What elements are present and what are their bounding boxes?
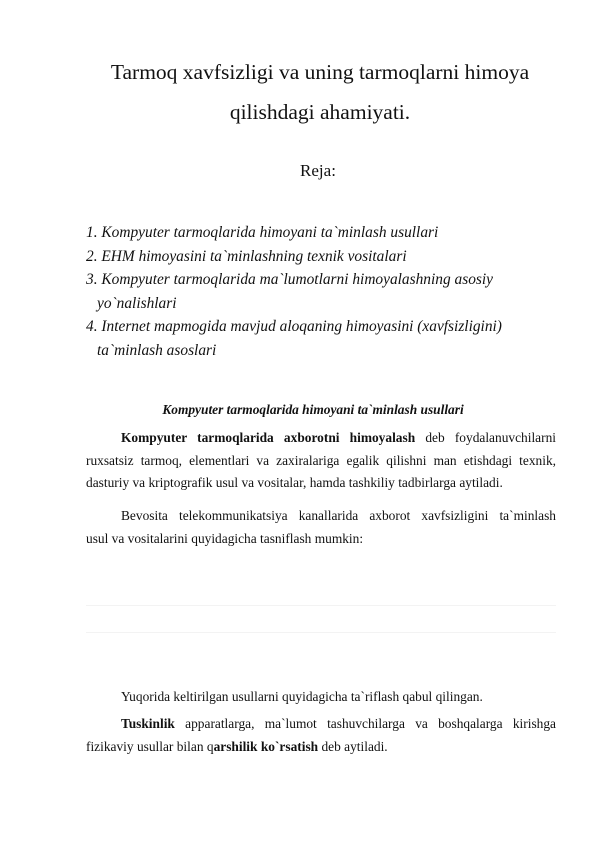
paragraph-line: ruxsatsiz tarmoq, elementlari va zaxiralariga egalik qilishni man etishdagi texnik,: [86, 452, 556, 468]
paragraph-line: usul va vositalarini quyidagicha tasniflash mumkin:: [86, 530, 364, 546]
section-heading: Kompyuter tarmoqlarida himoyani ta`minlash usullari: [162, 402, 464, 417]
title-line-2: qilishdagi ahamiyati.: [229, 100, 411, 124]
paragraph-line: [86, 713, 556, 736]
paragraph-text: Bevosita telekommunikatsiya kanallarida axborot xavfsizligini ta`minlash: [121, 508, 556, 523]
plan-item: [86, 245, 556, 269]
paragraph-summary: [86, 686, 556, 709]
title-line-1: Tarmoq xavfsizligi va uning tarmoqlarni himoya: [110, 60, 530, 84]
divider: [86, 632, 556, 633]
bold-term: Tuskinlik: [121, 716, 175, 731]
paragraph-line: [86, 736, 556, 759]
plan-item-text: 1. Kompyuter tarmoqlarida himoyani ta`minlash usullari: [86, 224, 439, 241]
paragraph-definition: [86, 427, 556, 495]
plan-heading: Reja:: [300, 161, 336, 180]
paragraph-text: deb aytiladi.: [318, 738, 388, 754]
bold-term: arshilik ko`rsatish: [213, 738, 319, 754]
plan-item-text: 2. EHM himoyasini ta`minlashning texnik vositalari: [86, 247, 407, 265]
plan-list: [86, 221, 556, 363]
divider: [86, 605, 556, 606]
paragraph-text: deb foydalanuvchilarni: [415, 430, 556, 445]
document-title: [90, 52, 550, 132]
paragraph-obstruction: [86, 713, 556, 758]
paragraph-text: Yuqorida keltirilgan usullarni quyidagicha ta`riflash qabul qilingan.: [121, 689, 483, 704]
plan-item: [86, 221, 556, 245]
plan-item: [86, 315, 556, 362]
paragraph-line: dasturiy va kriptografik usul va vositalar, hamda tashkiliy tadbirlarga aytiladi.: [86, 475, 503, 491]
paragraph-line: [86, 686, 556, 709]
plan-item-continuation: ta`minlash asoslari: [97, 341, 217, 359]
paragraph-text: fizikaviy usullar bilan q: [86, 738, 214, 754]
plan-item: [86, 268, 556, 315]
plan-item-continuation: yo`nalishlari: [97, 294, 177, 312]
plan-item-text: 4. Internet mapmogida mavjud aloqaning himoyasini (xavfsizligini): [86, 318, 502, 336]
paragraph-line: [86, 427, 556, 450]
bold-term: Kompyuter tarmoqlarida axborotni himoyalash: [121, 430, 416, 445]
plan-item-text: 3. Kompyuter tarmoqlarida ma`lumotlarni himoyalashning asosiy: [86, 271, 493, 289]
paragraph-text: apparatlarga, ma`lumot tashuvchilarga va boshqalarga kirishga: [174, 716, 556, 731]
paragraph-line: [86, 505, 556, 528]
paragraph-classification: [86, 505, 556, 550]
